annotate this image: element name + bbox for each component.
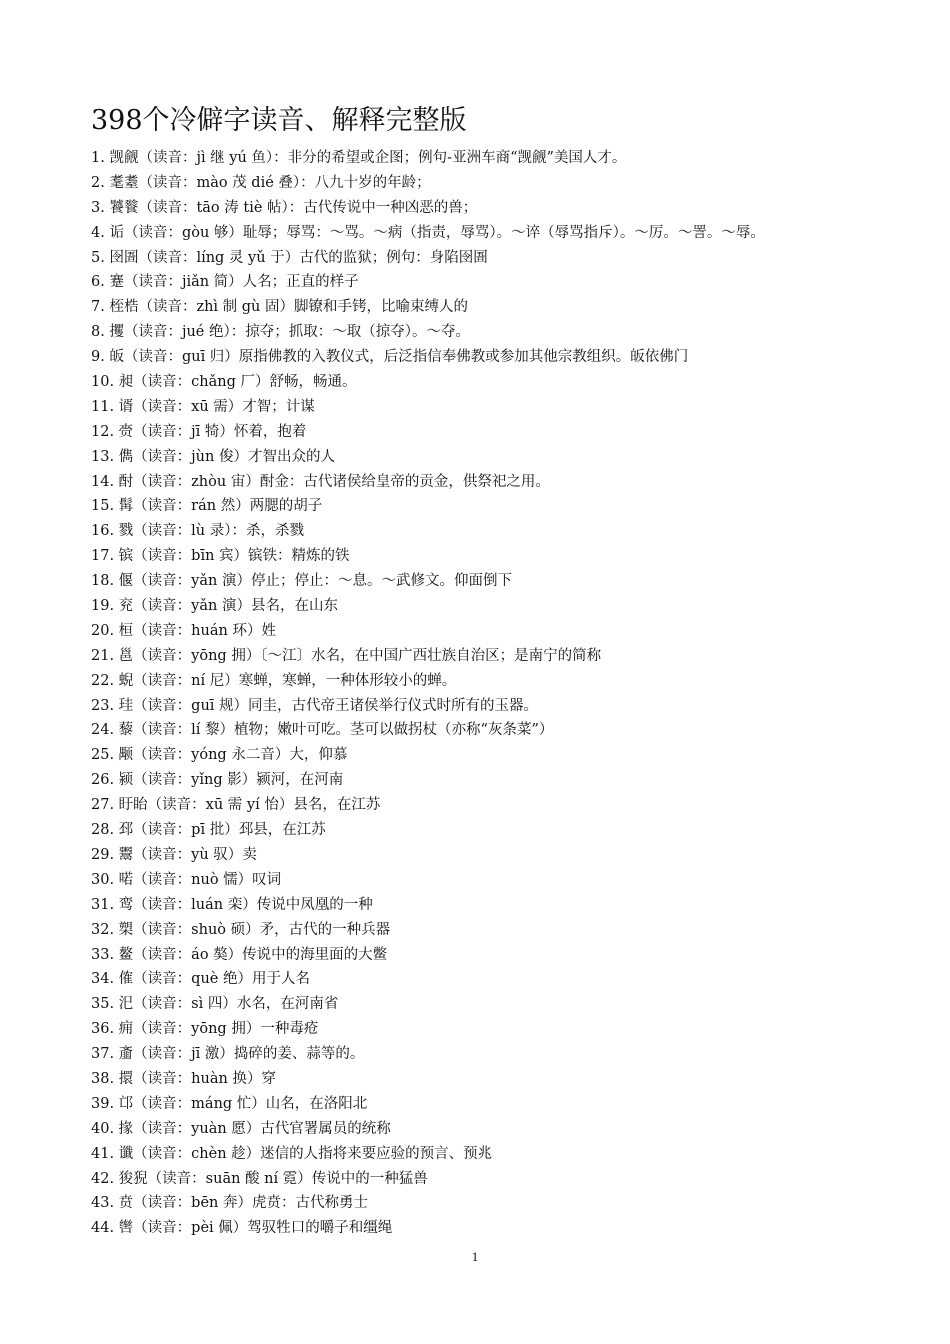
list-item: 9. 皈（读音：guī 归）原指佛教的入教仪式，后泛指信奉佛教或参加其他宗教组织。皈依佛门 <box>91 349 689 366</box>
list-item: 42. 狻猊（读音：suān 酸 ní 霓）传说中的一种猛兽 <box>91 1170 428 1187</box>
list-item: 6. 蹇（读音：jiǎn 简）人名；正直的样子 <box>91 274 359 291</box>
list-item: 35. 汜（读音：sì 四）水名，在河南省 <box>91 996 339 1013</box>
entry-list <box>91 146 921 1241</box>
list-item: 38. 擐（读音：huàn 换）穿 <box>91 1070 276 1087</box>
list-item: 3. 饕餮（读音：tāo 涛 tiè 帖）：古代传说中一种凶恶的兽； <box>91 199 478 216</box>
list-item: 11. 谞（读音：xū 需）才智；计谋 <box>91 398 315 415</box>
list-item: 40. 掾（读音：yuàn 愿）古代官署属员的统称 <box>91 1120 391 1137</box>
list-item: 30. 喏（读音：nuò 懦）叹词 <box>91 871 282 888</box>
list-item: 18. 偃（读音：yǎn 演）停止；停止：～息。～武修文。仰面倒下 <box>91 573 512 590</box>
list-item: 29. 鬻（读音：yù 驭）卖 <box>91 846 257 863</box>
list-item: 19. 兖（读音：yǎn 演）县名，在山东 <box>91 598 338 615</box>
list-item: 41. 谶（读音：chèn 趁）迷信的人指将来要应验的预言、预兆 <box>91 1145 493 1162</box>
list-item: 33. 鳌（读音：áo 獒）传说中的海里面的大鳖 <box>91 946 388 963</box>
list-item: 20. 桓（读音：huán 环）姓 <box>91 622 276 639</box>
list-item: 26. 颍（读音：yǐng 影）颍河，在河南 <box>91 772 344 789</box>
list-item: 31. 鸾（读音：luán 栾）传说中凤凰的一种 <box>91 896 373 913</box>
list-item: 2. 耄耋（读音：mào 茂 dié 叠）：八九十岁的年龄； <box>91 174 431 191</box>
list-item: 14. 酎（读音：zhòu 宙）酎金：古代诸侯给皇帝的贡金，供祭祀之用。 <box>91 473 550 490</box>
list-item: 32. 槊（读音：shuò 硕）矛，古代的一种兵器 <box>91 921 391 938</box>
list-item: 5. 囹圄（读音：líng 灵 yǔ 于）古代的监狱；例句：身陷囹圄 <box>91 249 488 266</box>
list-item: 4. 诟（读音：gòu 够）耻辱；辱骂：～骂。～病（指责，辱骂）。～谇（辱骂指斥）。～厉。～詈。～辱。 <box>91 224 765 241</box>
list-item: 21. 邕（读音：yōng 拥）〔～江〕水名，在中国广西壮族自治区；是南宁的简称 <box>91 647 602 664</box>
list-item: 7. 桎梏（读音：zhì 制 gù 固）脚镣和手铐，比喻束缚人的 <box>91 299 469 316</box>
list-item: 37. 齑（读音：jī 激）捣碎的姜、蒜等的。 <box>91 1046 365 1063</box>
document-title: 398个冷僻字读音、解释完整版 <box>91 105 467 136</box>
list-item: 15. 髯（读音：rán 然）两腮的胡子 <box>91 498 323 515</box>
list-item: 36. 痈（读音：yōng 拥）一种毒疮 <box>91 1021 319 1038</box>
list-item: 22. 蜺（读音：ní 尼）寒蝉，寒蝉，一种体形较小的蝉。 <box>91 672 457 689</box>
list-item: 24. 藜（读音：lí 黎）植物；嫩叶可吃。茎可以做拐杖（亦称“灰条菜”） <box>91 722 554 739</box>
list-item: 16. 戮（读音：lù 录）：杀，杀戮 <box>91 523 305 540</box>
list-item: 12. 赍（读音：jī 犄）怀着，抱着 <box>91 423 307 440</box>
list-item: 17. 镔（读音：bīn 宾）镔铁：精炼的铁 <box>91 548 350 565</box>
list-item: 1. 觊觎（读音：jì 继 yú 鱼）：非分的希望或企图；例句-亚洲车商“觊觎”美国人才。 <box>91 150 627 166</box>
page-number: 1 <box>471 1249 479 1264</box>
list-item: 43. 贲（读音：bēn 奔）虎贲：古代称勇士 <box>91 1195 368 1212</box>
list-item: 25. 颙（读音：yóng 永二音）大，仰慕 <box>91 747 348 764</box>
list-item: 44. 辔（读音：pèi 佩）驾驭牲口的嚼子和缰绳 <box>91 1220 393 1237</box>
list-item: 23. 珪（读音：guī 规）同圭，古代帝王诸侯举行仪式时所有的玉器。 <box>91 697 539 714</box>
list-item: 10. 昶（读音：chǎng 厂）舒畅，畅通。 <box>91 374 357 391</box>
list-item: 8. 攫（读音：jué 绝）：掠夺；抓取：～取（掠夺）。～夺。 <box>91 324 470 341</box>
list-item: 13. 儁（读音：jùn 俊）才智出众的人 <box>91 448 335 465</box>
list-item: 27. 盱眙（读音：xū 需 yí 怡）县名，在江苏 <box>91 797 381 814</box>
list-item: 39. 邙（读音：máng 忙）山名，在洛阳北 <box>91 1095 368 1112</box>
list-item: 28. 邳（读音：pī 批）邳县，在江苏 <box>91 822 326 839</box>
list-item: 34. 傕（读音：què 绝）用于人名 <box>91 971 310 988</box>
